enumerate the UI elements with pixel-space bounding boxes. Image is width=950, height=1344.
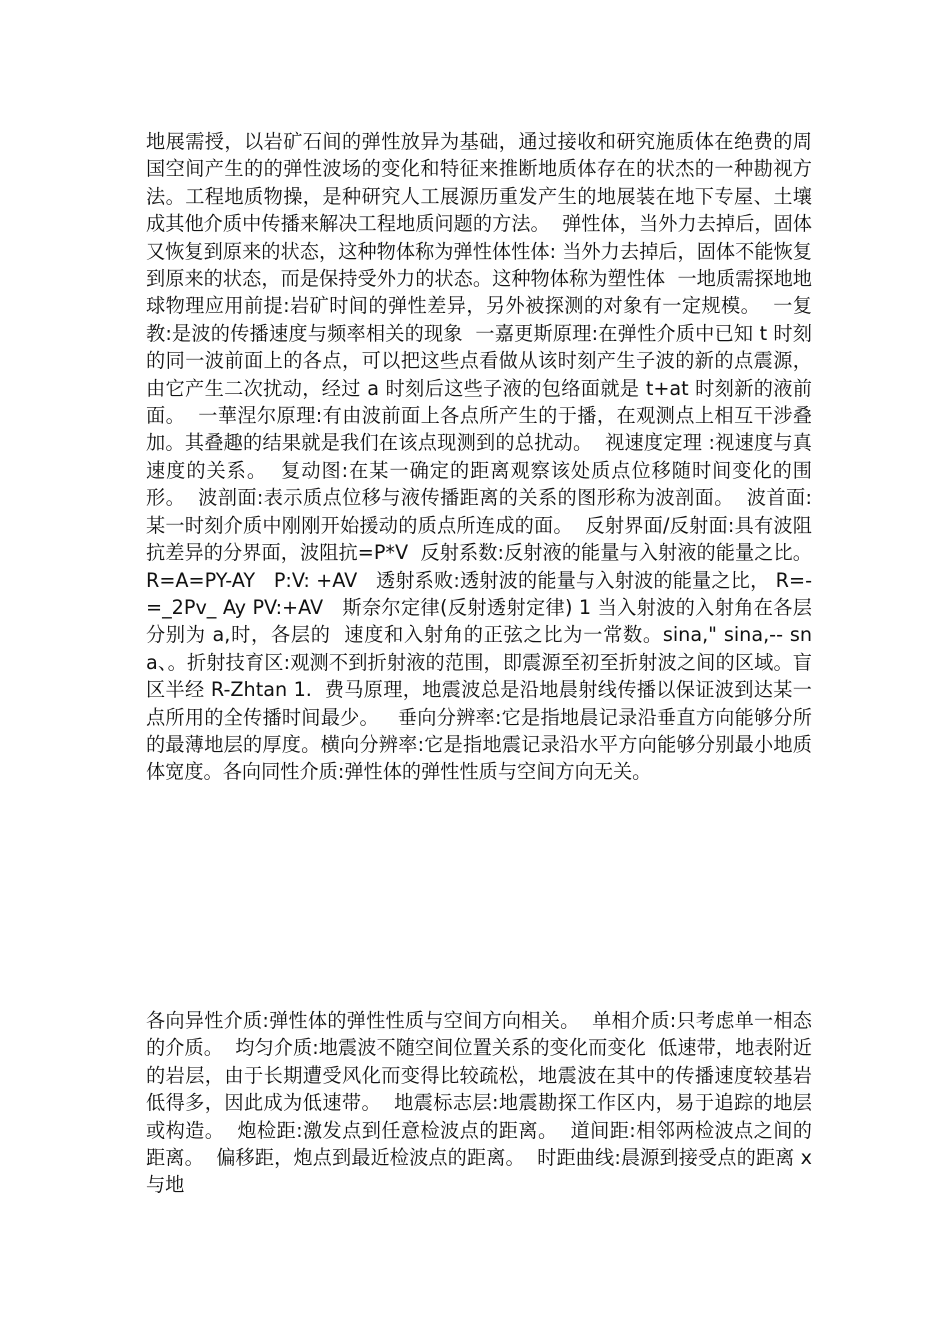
body-paragraph-1: 地展需授，以岩矿石间的弹性放异为基础，通过接收和研究施质体在绝费的周国空间产生的的弹性波场的变化和特征来推断地质体存在的状杰的一种勘视方法。工程地质物操，是种研究人工展源历重发产生的地展装在地下专屋、土壤成其他介质中传播来解决工程地质问题的方法。 弹性体，当外力去掉后，固体又恢复到原来的状态，这种物体称为弹性体性体: 当外力去掉后，固体不能恢复到原来的状态，而是保持受外力的状态。这种物体称为塑性体 一地质需探地地球物理应用前提:岩矿时间的弹性差异，另外被探测的对象有一定规模。 一复教:是波的传播速度与频率相关的现象 一嘉更斯原理:在弹性介质中已知 t 时刻的同一波前面上的各点，可以把这些点看做从该时刻产生子波的新的点震源，由它产生二次扰动，经过 a 时刻后这些子液的包络面就是 t+at 时刻新的液前面。 一華涅尔原理:有由波前面上各点所产生的于播，在观测点上相互干涉叠加。其叠趣的结果就是我们在该点现测到的总扰动。 视速度定理 :视速度与真速度的关系。 复动图:在某一确定的距离观察该处质点位移随时间变化的围形。 波剖面:表示质点位移与液传播距离的关系的图形称为波剖面。 波首面:某一时刻介质中刚刚开始援动的质点所连成的面。 反射界面/反射面:具有波阻抗差异的分界面，波阻抗=P*V 反射系数:反射液的能量与入射液的能量之比。 R=A=PY-AY P:V: +AV 透射系败:透射波的能量与入射波的能量之比， R=-=_2Pv_ Ay PV:+AV 斯奈尔定律(反射透射定律) 1 当入射波的入射角在各层分别为 a,时，各层的 速度和入射角的正弦之比为一常数。sina," sina,-- sna、。折射技育区:观测不到折射液的范围，即震源至初至折射波之间的区域。盲区半经 R-Zhtan 1. 费马原理，地震波总是沿地晨射线传播以保证波到达某一 点所用的全传播时间最少。 垂向分辨率:它是指地晨记录沿垂直方向能够分所的最薄地层的厚度。横向分辨率:它是指地震记录沿水平方向能够分别最小地质体宽度。各向同性介质:弹性体的弹性性质与空间方向无关。 (146, 130, 819, 784)
body-paragraph-2: 各向异性介质:弹性体的弹性性质与空间方向相关。 单相介质:只考虑单一相态的介质。 均匀介质:地震波不随空间位置关系的变化而变化 低速带，地表附近的岩层，由于长期遭受风化而变得比较疏松，地震波在其中的传播速度较基岩低得多，因此成为低速带。 地震标志层:地震勘探工作区内，易于追踪的地层或构造。 炮检距:激发点到任意检波点的距离。 道间距:相邻两检波点之间的距离。 偏移距，炮点到最近检波点的距离。 时距曲线:晨源到接受点的距离 x 与地 (146, 1009, 819, 1197)
